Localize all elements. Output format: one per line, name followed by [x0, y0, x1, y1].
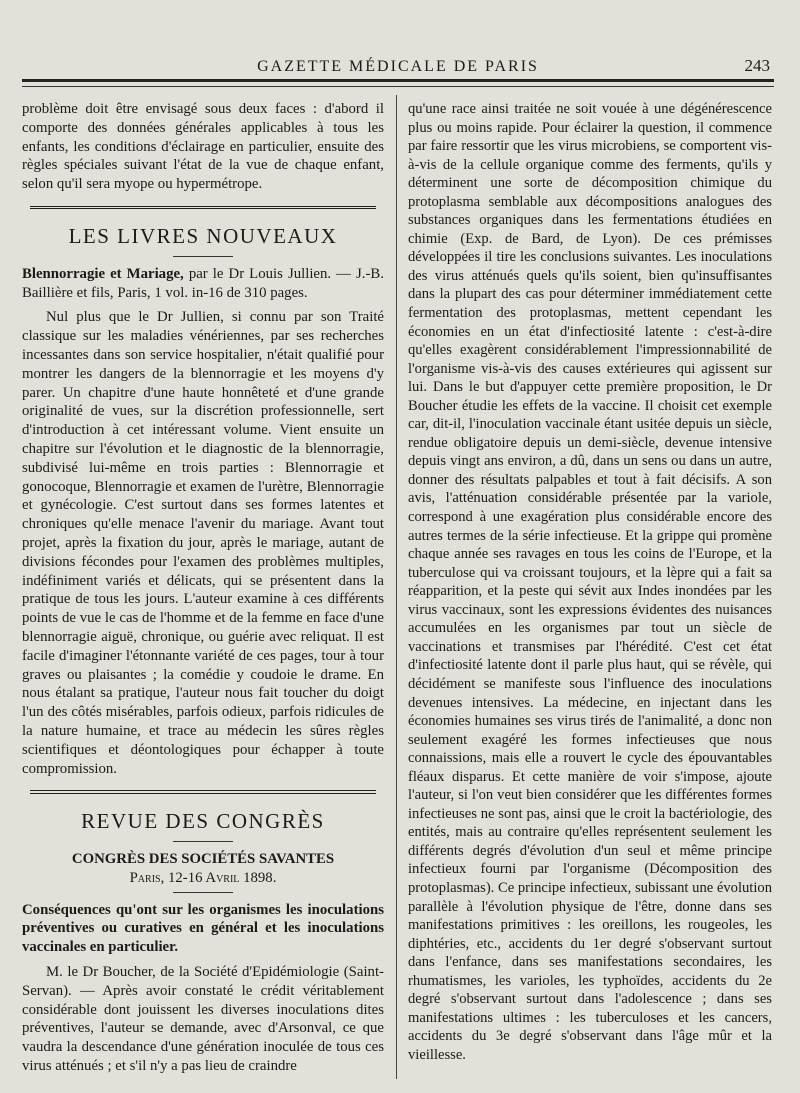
- journal-title: GAZETTE MÉDICALE DE PARIS: [257, 58, 539, 75]
- intro-paragraph: problème doit être envisagé sous deux faces : d'abord il comporte des données générales applicables à tous les enfants, les conditions d'éclairage en particulier, ensuite des règles spéciales suivant l'état de la vue de chaque enfant, selon qu'il sera myope ou hypermétrope.: [22, 101, 384, 193]
- short-rule: [173, 841, 233, 842]
- book-review: Nul plus que le Dr Jullien, si connu par son Traité classique sur les maladies vénériennes, par ses recherches incessantes dans son service hospitalier, n'était qualifié pour montrer les dangers de la blennorragie et les moyens d'y parer. Un chapitre d'une haute honnêteté et d'une grande originalité de vues, sur la discrétion professionnelle, sert d'introduction à cet intéressant volume. Vient ensuite un chapitre sur l'évolution et le diagnostic de la blennorragie, subdivisé lui-même en trois parties : Blennorragie et gonocoque, Blennorragie et examen de l'urètre, Blennorragie et gynécologie. C'est surtout dans ses formes latentes et chroniques qu'elle menace l'avenir du mariage. Avant tout projet, après la fixation du jour, après le mariage, autant de divisions fécondes pour l'examen des problèmes multiples, indéfiniment variés et délicats, qui se présentent dans la pratique de tous les jours. L'auteur examine à ces différents points de vue le cas de l'homme et de la femme en face d'une blennorragie aiguë, chronique, ou guérie avec reliquat. Il est facile d'imaginer l'étonnante variété de ces pages, tour à tour graves ou plaisantes ; la comédie y coudoie le drame. En nous étalant sa pratique, l'auteur nous fait toucher du doigt l'un des côtés misérables, parfois odieux, parfois ridicules de la nature humaine, et trace au médecin les sûres règles scientifiques et déontologiques pour échapper à toute compromission.: [22, 309, 384, 777]
- short-rule: [173, 892, 233, 893]
- section-divider: [30, 206, 376, 209]
- section-title-livres: LES LIVRES NOUVEAUX: [68, 223, 338, 248]
- page-header: [22, 56, 774, 78]
- congres-date: Paris, 12-16 Avril 1898.: [129, 869, 277, 886]
- left-column: [22, 100, 384, 1076]
- section-title-revue: REVUE DES CONGRÈS: [81, 809, 325, 834]
- book-publisher: J.-B. Baillière et fils, Paris, 1 vol. in-16 de 310 pages.: [22, 265, 384, 301]
- book-entry: [22, 265, 384, 303]
- section-divider: [30, 790, 376, 794]
- header-rule: [22, 79, 774, 82]
- right-column: [408, 100, 772, 1064]
- article-start: M. le Dr Boucher, de la Société d'Epidémiologie (Saint-Servan). — Après avoir constaté le crédit véritablement considérable dont jouissent les diverses inoculations dites préventives, l'auteur se demande, avec d'Arsonval, ce que vaudra la descendance d'une génération inoculée de tous ces virus atténués ; et s'il n'y a pas lieu de craindre: [22, 964, 384, 1075]
- column-divider: [396, 95, 397, 1079]
- page-number: 243: [744, 56, 770, 75]
- book-title: Blennorragie et Mariage,: [22, 265, 184, 282]
- book-author: par le Dr Louis Jullien. —: [188, 265, 351, 282]
- congres-title: CONGRÈS DES SOCIÉTÉS SAVANTES: [71, 851, 335, 868]
- header-rule-thin: [22, 86, 774, 87]
- article-title: Conséquences qu'ont sur les organismes les inoculations préventives ou curatives en général et les inoculations vaccinales en particulier.: [22, 901, 384, 956]
- article-continuation: qu'une race ainsi traitée ne soit vouée à une dégénérescence plus ou moins rapide. Pour éclairer la question, il commence par faire ressortir que les virus microbiens, se comportent vis-à-vis de la cellule organique comme des ferments, qu'ils y déterminent une sorte de décomposition chimique du protoplasma semblable aux décompositions analogues des substances organiques dans les fermentations étudiées en chimie (Exp. de Bard, de Lyon). De ces prémisses développées il tire les conclusions suivantes. Les inoculations des virus atténués quels qu'ils soient, bien qu'insuffisantes dans la plupart des cas pour déterminer immédiatement cette fermentation des protoplasmas, mettent cependant les économies en un état d'infectiosité latente : c'est-à-dire qu'elles exagèrent considérablement l'impressionnabilité de l'organisme vis-à-vis des causes extérieures qui agissent sur lui. Dans le but d'appuyer cette première proposition, le Dr Boucher étudie les effets de la vaccine. Il choisit cet exemple car, dit-il, l'inoculation vaccinale étant usitée depuis un siècle, rendue obligatoire depuis un demi-siècle, devenue intensive depuis vingt ans environ, a dû, dans un sens ou dans un autre, donner des résultats palpables et tout à fait décisifs. A son avis, l'atténuation considérable présentée par la variole, correspond à une exagération plus considérable encore des autres termes de la série infectieuse. Et la grippe qui promène chaque année ses ravages en tous les coins de l'Europe, et la tuberculose qui va croissant toujours, et la lèpre qui a fait sa réapparition, et la peste qui sévit aux Indes inondées par les virus vaccinaux, sont les expressions évidentes des nuisances accumulées en les organismes par tout un siècle de vaccinations et transmises par l'hérédité. C'est cet état d'infectiosité latente dont il parle plus haut, qui se révèle, qui décidément se manifeste sous l'influence des inoculations devenues intensives. La médecine, en injectant dans les économies humaines ses virus tirés de l'animalité, a donc non seulement exagéré les formes infectieuses que nous connaissions, mais elle a rouvert le cycle des épouvantables fléaux disparus. Et cette manière de voir s'impose, ajoute l'auteur, si l'on veut bien considérer que les différentes formes infectieuses ne sont pas, ainsi que le croit la bactériologie, des entités, mais au contraire qu'elles représentent seulement les différents degrés d'évolution d'un seul et même principe infectieux fourni par l'organisme (Décomposition des protoplasmas). Ce principe infectieux, subissant une évolution parallèle à l'évolution physique de l'être, donne dans ses manifestations primitives : les oreillons, les rougeoles, les diphtéries, etc., accidents du 1er degré s'observant surtout dans l'enfance, dans ses manifestations secondaires, les rhumatismes, les varioles, les typhoïdes, accidents du 2e degré s'observant surtout dans l'adolescence ; dans ses manifestations ultimes : les tuberculoses et les cancers, accidents du 3e degré s'observant dans l'âge mûr et la vieillesse.: [408, 101, 772, 1063]
- short-rule: [173, 256, 233, 257]
